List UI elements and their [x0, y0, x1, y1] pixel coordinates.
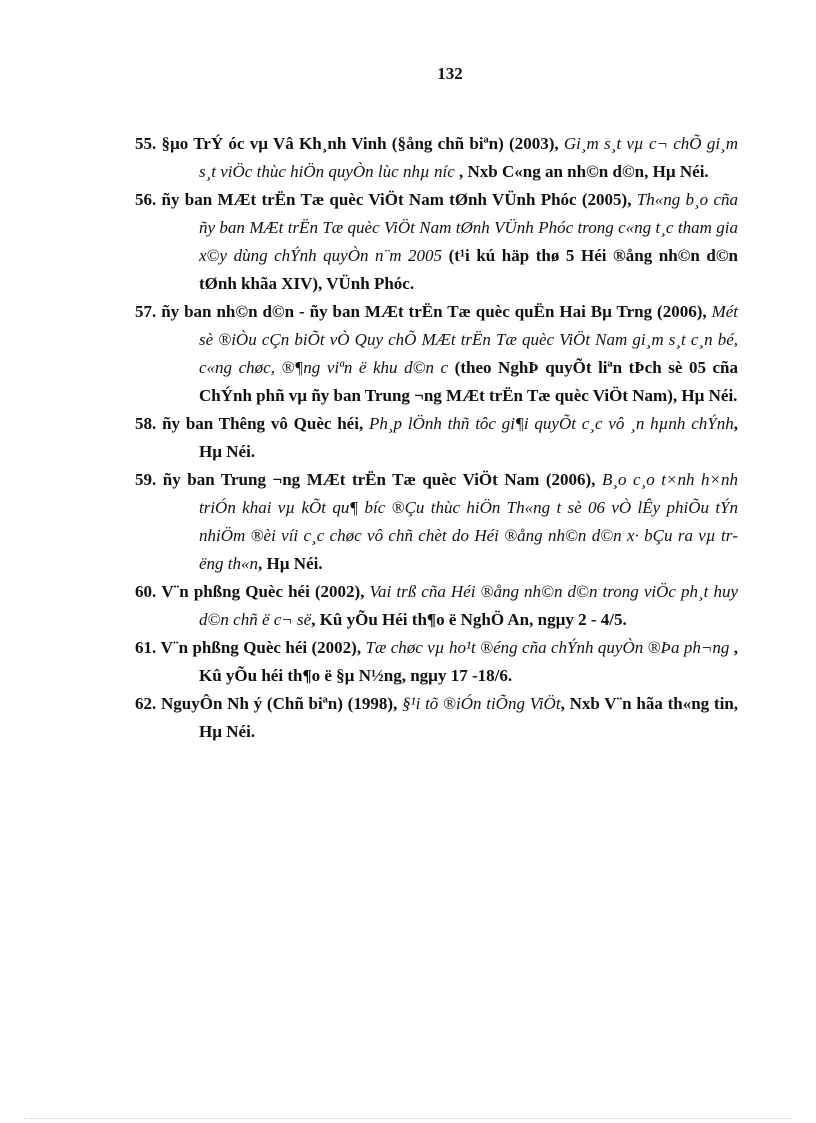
reference-item	[135, 410, 738, 466]
reference-title: Mét sè ®iÒu cÇn biÕt vÒ Quy chÕ MÆt trËn Tæ quèc ViÖt Nam gi¸m s¸t c¸n bé, c«ng chøc, ®¶ng viªn ë khu d©n c	[199, 302, 739, 377]
reference-author: ñy ban Thêng vô Quèc héi,	[162, 414, 369, 433]
reference-publisher: (t¹i kú häp thø 5 Héi ®ång nh©n d©n tØnh khãa XIV), VÜnh Phóc.	[199, 246, 738, 293]
reference-title: Ph¸p lÖnh thñ tôc gi¶i quyÕt c¸c vô ¸n hµnh chÝnh	[369, 414, 734, 433]
reference-author: §µo TrÝ óc vµ Vâ Kh¸nh Vinh (§ång chñ biªn) (2003),	[161, 134, 564, 153]
reference-number: 61.	[135, 638, 157, 657]
reference-publisher: , Hµ Néi.	[258, 554, 323, 573]
reference-author: ñy ban MÆt trËn Tæ quèc ViÖt Nam tØnh VÜnh Phóc (2005),	[161, 190, 637, 209]
reference-number: 58.	[135, 414, 157, 433]
reference-title: §¹i tõ ®iÓn tiÕng ViÖt	[402, 694, 561, 713]
reference-item	[135, 578, 738, 634]
reference-item	[135, 298, 738, 410]
page-bottom-divider	[24, 1118, 792, 1119]
reference-number: 57.	[135, 302, 157, 321]
reference-item	[135, 130, 738, 186]
reference-publisher: , Kû yÕu Héi th¶o ë NghÖ An, ngµy 2 - 4/5.	[311, 610, 627, 629]
reference-publisher: , Kû yÕu héi th¶o ë §µ N½ng, ngµy 17 -18/6.	[199, 638, 739, 685]
reference-publisher: (theo NghÞ quyÕt liªn tÞch sè 05 cña ChÝnh phñ vµ ñy ban Trung ¬ng MÆt trËn Tæ quèc ViÖt Nam), Hµ Néi.	[199, 358, 739, 405]
reference-author: V¨n phßng Quèc héi (2002),	[160, 638, 366, 657]
page-number: 132	[437, 64, 463, 83]
reference-title: B¸o c¸o t×nh h×nh triÓn khai vµ kÕt qu¶ bíc ®Çu thùc hiÖn Th«ng t sè 06 vÒ lÊy phiÕu tÝn nhiÖm ®èi víi c¸c chøc vô chñ chèt do Héi ®ång nh©n d©n x· bÇu ra vµ trëng th«n	[199, 470, 739, 573]
reference-author: ñy ban nh©n d©n - ñy ban MÆt trËn Tæ quèc quËn Hai Bµ Trng (2006),	[161, 302, 712, 321]
reference-number: 60.	[135, 582, 157, 601]
reference-number: 59.	[135, 470, 157, 489]
reference-title: Tæ chøc vµ ho¹t ®éng cña chÝnh quyÒn ®Þa ph¬ng	[365, 638, 730, 657]
reference-number: 56.	[135, 190, 157, 209]
reference-publisher: , Nxb V¨n hãa th«ng tin, Hµ Néi.	[199, 694, 739, 741]
reference-item	[135, 690, 738, 746]
reference-author: NguyÔn Nh ý (Chñ biªn) (1998),	[161, 694, 402, 713]
reference-number: 62.	[135, 694, 157, 713]
reference-title: Gi¸m s¸t vµ c¬ chÕ gi¸m s¸t viÖc thùc hiÖn quyÒn lùc nhµ níc	[199, 134, 738, 181]
reference-publisher: , Nxb C«ng an nh©n d©n, Hµ Néi.	[454, 162, 709, 181]
reference-author: ñy ban Trung ¬ng MÆt trËn Tæ quèc ViÖt Nam (2006),	[162, 470, 602, 489]
reference-title: Th«ng b¸o cña ñy ban MÆt trËn Tæ quèc ViÖt Nam tØnh VÜnh Phóc trong c«ng t¸c tham gia x©y dùng chÝnh quyÒn n¨m 2005	[199, 190, 738, 265]
reference-number: 55.	[135, 134, 157, 153]
reference-title: Vai trß cña Héi ®ång nh©n d©n trong viÖc ph¸t huy d©n chñ ë c¬ së	[199, 582, 739, 629]
reference-list	[135, 130, 738, 746]
reference-author: V¨n phßng Quèc héi (2002),	[161, 582, 370, 601]
reference-item	[135, 466, 738, 578]
reference-item	[135, 634, 738, 690]
reference-item	[135, 186, 738, 298]
reference-publisher: , Hµ Néi.	[199, 414, 738, 461]
